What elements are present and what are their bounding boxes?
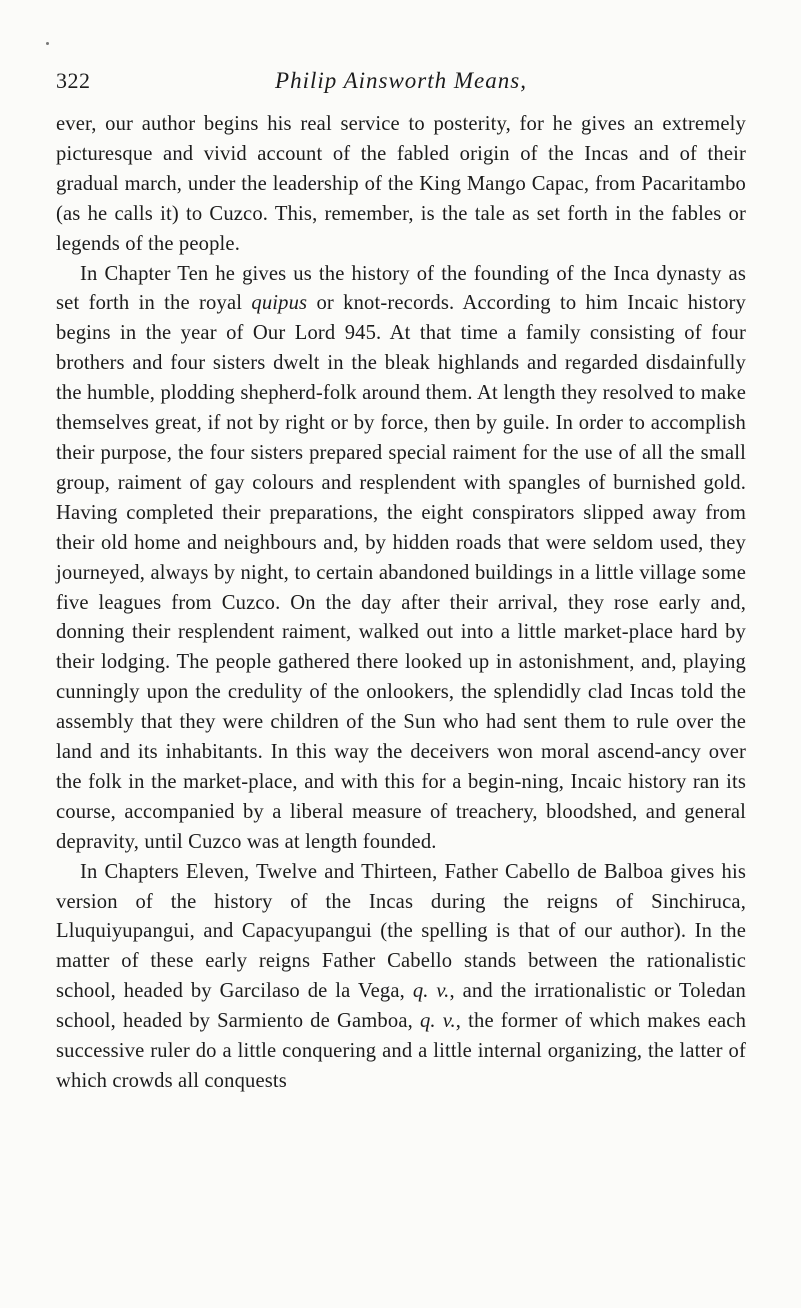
abbr-qv-2: q. v.	[419, 1010, 456, 1033]
term-quipus: quipus	[251, 292, 308, 315]
paragraph-1-text: ever, our author begins his real service to posterity, for he gives an extremely picturesque and vivid account of the fabled origin of the Incas and of their gradual march, under the leadership of the King Mango Capac, from Pacaritambo (as he calls it) to Cuzco. This, remember, is the tale as set forth in the fables or legends of the people.	[56, 113, 746, 255]
paragraph-2-text-b: or knot-records. According to him Incaic history begins in the year of Our Lord 945. At that time a family consisting of four brothers and four sisters dwelt in the bleak highlands and regarded disdainfully the humble, plodding shepherd-folk around them. At length they resolved to make themselves great, if not by right or by force, then by guile. In order to accomplish their purpose, the four sisters prepared special raiment for the use of all the small group, raiment of gay colours and resplendent with spangles of burnished gold. Having completed their preparations, the eight conspirators slipped away from their old home and neighbours and, by hidden roads that were seldom used, they journeyed, always by night, to certain abandoned buildings in a little village some five leagues from Cuzco. On the day after their arrival, they rose early and, donning their resplendent raiment, walked out into a little market-place hard by their lodging. The people gathered there looked up in astonishment, and, playing cunningly upon the credulity of the onlookers, the splendidly clad Incas told the assembly that they were children of the Sun who had sent them to rule over the land and its inhabitants. In this way the deceivers won moral ascend-ancy over the folk in the market-place, and with this for a begin-ning, Incaic history ran its course, accompanied by a liberal measure of treachery, bloodshed, and general depravity, until Cuzco was at length founded.	[56, 292, 746, 853]
page-speck	[46, 42, 49, 45]
paragraph-3-text-c: , the former of which makes each successive ruler do a little conquering and a little internal organizing, the latter of which crowds all conquests	[56, 1010, 747, 1092]
paragraph-3-text-a: In Chapters Eleven, Twelve and Thirteen, Father Cabello de Balboa gives his version of the history of the Incas during the reigns of Sinchiruca, Lluquiyupangui, and Capacyupangui (the spelling is that of our author). In the matter of these early reigns Father Cabello stands between the rationalistic school, headed by Garcilaso de la Vega,	[56, 860, 746, 1003]
paragraph-3-text-b: , and the irrationalistic or Toledan school, headed by Sarmiento de Gamboa,	[56, 980, 746, 1033]
paragraph-1	[56, 110, 746, 260]
page-header	[56, 68, 746, 104]
body-text	[56, 110, 746, 1097]
paragraph-3	[56, 858, 746, 1097]
running-head: Philip Ainsworth Means,	[275, 68, 527, 93]
abbr-qv-1: q. v.	[412, 980, 450, 1003]
paragraph-2	[56, 260, 746, 858]
paragraph-2-text-a: In Chapter Ten he gives us the history of the founding of the Inca dynasty as set forth in the royal	[56, 262, 746, 315]
page-number: 322	[56, 68, 91, 93]
